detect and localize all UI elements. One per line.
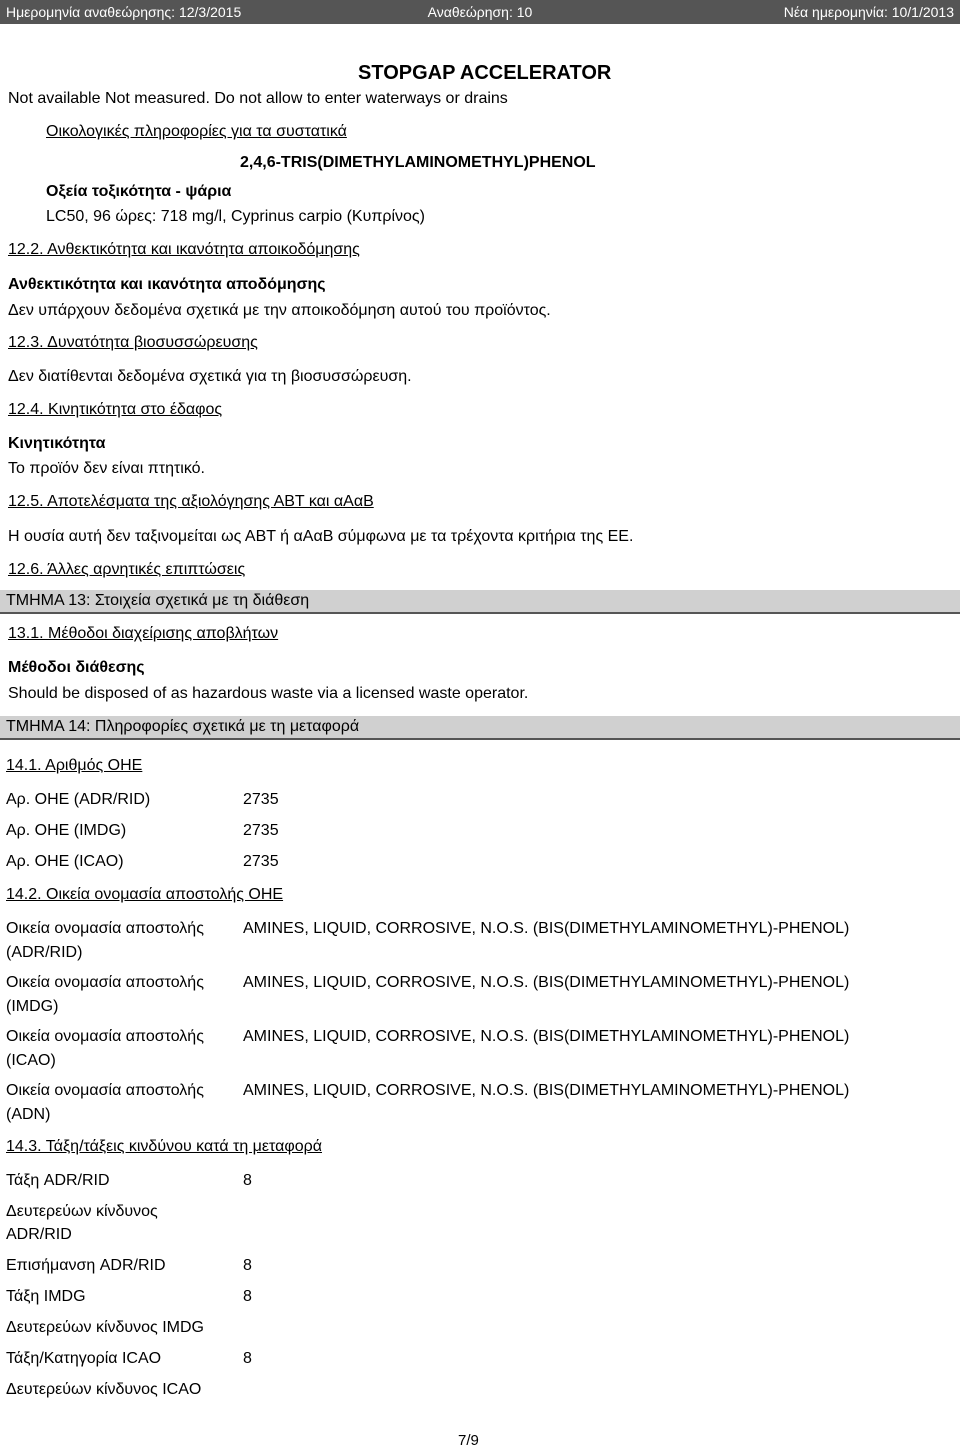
class-icao-value: 8 [243,1350,252,1367]
s13-1-heading: 13.1. Μέθοδοι διαχείρισης αποβλήτων [8,625,279,642]
s12-5-heading: 12.5. Αποτελέσματα της αξιολόγησης ΑΒΤ και αΑαΒ [8,493,374,510]
header-bar [0,0,960,24]
s14-1-heading: 14.1. Αριθμός ΟΗΕ [6,757,143,774]
shipping-name-label: Οικεία ονομασία αποστολής [6,1028,204,1045]
component-name: 2,4,6-TRIS(DIMETHYLAMINOMETHYL)PHENOL [240,154,596,171]
un-row-value: 2735 [243,853,279,870]
s14-2-heading: 14.2. Οικεία ονομασία αποστολής ΟΗΕ [6,886,284,903]
class-adr-value: 8 [243,1172,252,1189]
sub-risk-icao-label: Δευτερεύων κίνδυνος ICAO [6,1381,202,1398]
page-number: 7/9 [458,1432,479,1449]
shipping-name-value: AMINES, LIQUID, CORROSIVE, N.O.S. (BIS(DIMETHYLAMINOMETHYL)-PHENOL) [243,1028,850,1045]
section-13-title: ΤΜΗΜΑ 13: Στοιχεία σχετικά με τη διάθεση [6,592,310,609]
revision-number: Αναθεώρηση: 10 [427,4,533,20]
shipping-name-mode: (ADN) [6,1106,51,1123]
review-date: Ημερομηνία αναθεώρησης: 12/3/2015 [6,4,242,20]
section-13-bar [0,590,960,614]
s12-3-text: Δεν διατίθενται δεδομένα σχετικά για τη βιοσυσσώρευση. [8,368,412,385]
shipping-name-value: AMINES, LIQUID, CORROSIVE, N.O.S. (BIS(DIMETHYLAMINOMETHYL)-PHENOL) [243,1082,850,1099]
s12-5-text: Η ουσία αυτή δεν ταξινομείται ως ΑΒΤ ή αΑαΒ σύμφωνα με τα τρέχοντα κριτήρια της ΕΕ. [8,528,634,545]
eco-heading: Οικολογικές πληροφορίες για τα συστατικά [46,123,347,140]
sub-risk-adr-mode: ADR/RID [6,1226,72,1243]
un-row-label: Αρ. ΟΗΕ (ICAO) [6,853,124,870]
un-row-value: 2735 [243,822,279,839]
shipping-name-mode: (ICAO) [6,1052,56,1069]
section-14-bar [0,716,960,740]
s12-4-heading: 12.4. Κινητικότητα στο έδαφος [8,401,223,418]
s12-4-text: Το προϊόν δεν είναι πτητικό. [8,460,205,477]
intro-line: Not available Not measured. Do not allow to enter waterways or drains [8,90,508,107]
s12-4-sub: Κινητικότητα [8,435,106,452]
s12-2-heading: 12.2. Ανθεκτικότητα και ικανότητα αποικοδόμησης [8,241,360,258]
class-imdg-label: Τάξη IMDG [6,1288,86,1305]
fish-toxicity-label: Οξεία τοξικότητα - ψάρια [46,183,232,200]
s12-3-heading: 12.3. Δυνατότητα βιοσυσσώρευσης [8,334,258,351]
shipping-name-value: AMINES, LIQUID, CORROSIVE, N.O.S. (BIS(DIMETHYLAMINOMETHYL)-PHENOL) [243,974,850,991]
s13-1-sub: Μέθοδοι διάθεσης [8,659,145,676]
class-icao-label: Τάξη/Κατηγορία ICAO [6,1350,162,1367]
label-adr-label: Επισήμανση ADR/RID [6,1257,166,1274]
shipping-name-value: AMINES, LIQUID, CORROSIVE, N.O.S. (BIS(DIMETHYLAMINOMETHYL)-PHENOL) [243,920,850,937]
un-row-value: 2735 [243,791,279,808]
shipping-name-label: Οικεία ονομασία αποστολής [6,1082,204,1099]
product-title: STOPGAP ACCELERATOR [358,62,612,84]
label-adr-value: 8 [243,1257,252,1274]
new-date: Νέα ημερομηνία: 10/1/2013 [783,4,954,20]
un-row-label: Αρ. ΟΗΕ (ADR/RID) [6,791,151,808]
sub-risk-imdg-label: Δευτερεύων κίνδυνος IMDG [6,1319,204,1336]
s12-2-sub: Ανθεκτικότητα και ικανότητα αποδόμησης [8,276,326,293]
section-14-title: ΤΜΗΜΑ 14: Πληροφορίες σχετικά με τη μεταφορά [6,718,360,735]
shipping-name-mode: (IMDG) [6,998,59,1015]
s12-2-text: Δεν υπάρχουν δεδομένα σχετικά με την αποικοδόμηση αυτού του προϊόντος. [8,302,551,319]
fish-toxicity-value: LC50, 96 ώρες: 718 mg/l, Cyprinus carpio (Κυπρίνος) [46,208,425,225]
s13-1-text: Should be disposed of as hazardous waste via a licensed waste operator. [8,685,529,702]
class-imdg-value: 8 [243,1288,252,1305]
un-row-label: Αρ. ΟΗΕ (IMDG) [6,822,127,839]
sub-risk-adr-label: Δευτερεύων κίνδυνος [6,1203,158,1220]
class-adr-label: Τάξη ADR/RID [6,1172,110,1189]
s14-3-heading: 14.3. Τάξη/τάξεις κινδύνου κατά τη μεταφορά [6,1138,322,1155]
s12-6-heading: 12.6. Άλλες αρνητικές επιπτώσεις [8,561,246,578]
shipping-name-label: Οικεία ονομασία αποστολής [6,920,204,937]
shipping-name-label: Οικεία ονομασία αποστολής [6,974,204,991]
shipping-name-mode: (ADR/RID) [6,944,83,961]
